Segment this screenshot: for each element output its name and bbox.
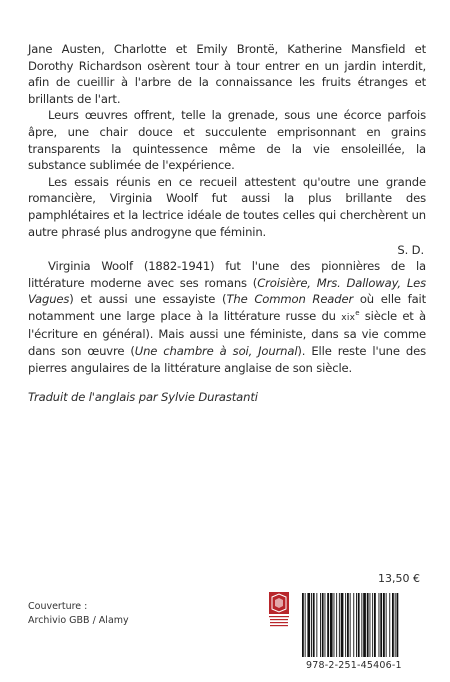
barcode-bar xyxy=(372,593,373,657)
cover-credit-source: Archivio GBB / Alamy xyxy=(28,614,129,626)
price-label: 13,50 € xyxy=(378,572,420,585)
blurb-paragraph-3: Les essais réunis en ce recueil attestent qu'outre une grande romancière, Virginia Woolf fut aussi la plus brillante des pamphlétaires et la lectrice idéale de toutes celles qui cherchèrent un autre phrasé plus androgyne que féminin. xyxy=(28,174,426,239)
barcode-bar xyxy=(347,593,349,657)
barcode-bar xyxy=(336,593,337,657)
barcode-bar xyxy=(307,593,310,657)
barcode-bars xyxy=(302,593,398,657)
barcode-bar xyxy=(341,593,344,657)
barcode-bar xyxy=(367,593,369,657)
barcode-bar xyxy=(350,593,351,657)
barcode-bar xyxy=(395,593,396,657)
barcode-bar xyxy=(386,593,387,657)
publisher-logo xyxy=(269,592,289,626)
isbn-number: 978-2-251-45406-1 xyxy=(306,660,402,671)
back-cover-blurb xyxy=(28,41,426,259)
barcode-bar xyxy=(374,593,376,657)
barcode-bar xyxy=(379,593,380,657)
barcode-bar xyxy=(302,593,304,657)
cover-credit-label: Couverture : xyxy=(28,601,88,612)
barcode-bar xyxy=(353,593,354,657)
barcode-bar xyxy=(392,593,394,657)
barcode-bar xyxy=(327,593,329,657)
barcode-bar xyxy=(383,593,385,657)
barcode-bar xyxy=(345,593,346,657)
barcode-bar xyxy=(311,593,312,657)
barcode-bar xyxy=(334,593,335,657)
bio-paragraph: Virginia Woolf (1882-1941) fut l'une des pionnières de la littérature moderne avec ses romans (Croisière, Mrs. Dalloway, Les Vagues) et aussi une essayiste (The Common Reader où elle fait notamment une large place à la littérature russe du xix$^e$ siècle et à l'écriture en général). Mais aussi une féministe, dans sa vie comme dans son œuvre (Une chambre à soi, Journal). Elle reste l'une des pierres angulaires de la littérature anglaise de son siècle. xyxy=(28,259,426,375)
barcode-bar xyxy=(370,593,371,657)
barcode-bar xyxy=(313,593,315,657)
barcode-bar xyxy=(361,593,362,657)
blurb-paragraph-2: Leurs œuvres offrent, telle la grenade, sous une écorce parfois âpre, une chair douce et succulente emprisonnant en grains transparents la quintessence même de la vie ensoleillée, la substance sublimée de l'expérience. xyxy=(28,108,426,173)
blurb-signature: S. D. xyxy=(397,243,424,258)
barcode-bar xyxy=(339,593,340,657)
barcode-bar xyxy=(330,593,333,657)
barcode-bar xyxy=(316,593,317,657)
barcode-bar xyxy=(389,593,390,657)
barcode-bar xyxy=(305,593,306,657)
barcode-block xyxy=(268,591,420,667)
blurb-paragraph-1: Jane Austen, Charlotte et Emily Brontë, Katherine Mansfield et Dorothy Richardson osèrent tour à tour entrer en un jardin interdit, afin de cueillir à l'arbre de la connaissance les fruits étranges et brillants de l'art. xyxy=(28,42,426,106)
barcode-bar xyxy=(325,593,326,657)
barcode-bar xyxy=(380,593,382,657)
barcode-bar xyxy=(397,593,399,657)
translator-credit: Traduit de l'anglais par Sylvie Durastanti xyxy=(28,390,258,405)
barcode-bar xyxy=(320,593,321,657)
author-biography xyxy=(28,258,426,406)
barcode-bar xyxy=(322,593,324,657)
barcode-bar xyxy=(363,593,366,657)
barcode-bar xyxy=(356,593,357,657)
barcode-bar xyxy=(358,593,360,657)
barcode-graphic xyxy=(268,591,420,667)
cover-credit xyxy=(28,600,129,627)
